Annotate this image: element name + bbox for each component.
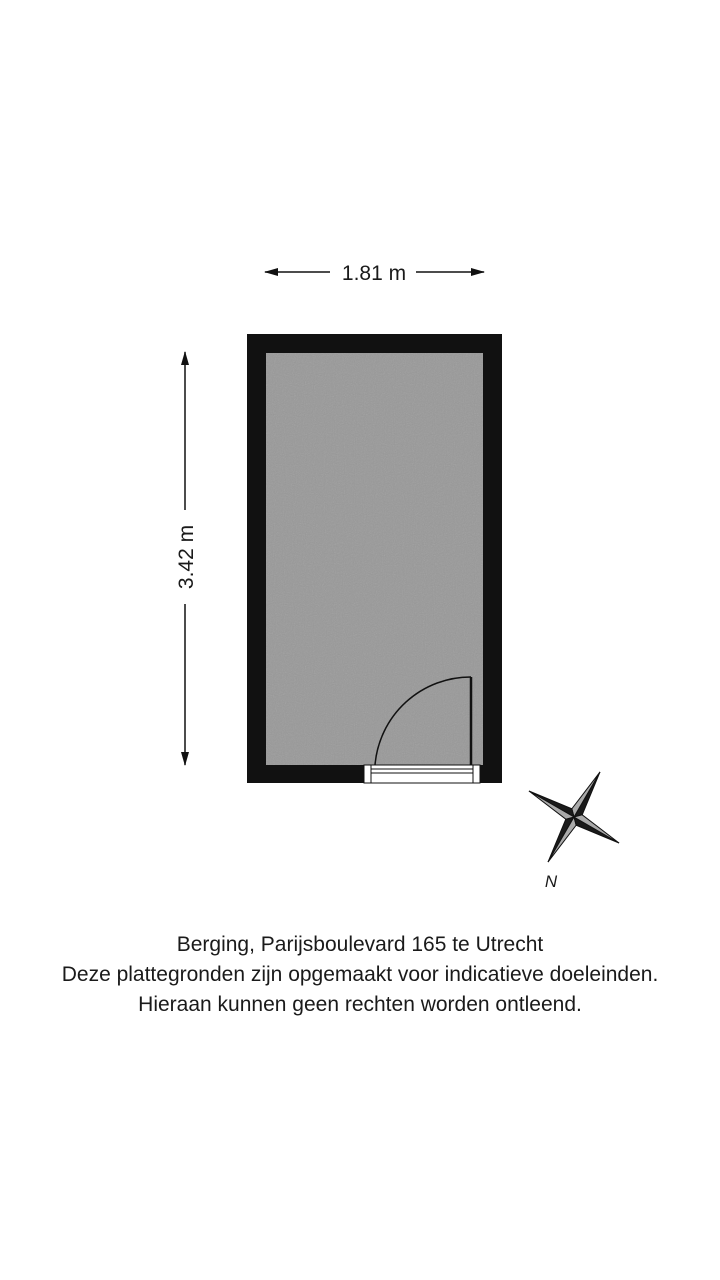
door-opening xyxy=(364,765,480,783)
compass-rose xyxy=(503,746,645,888)
width-label: 1.81 m xyxy=(341,262,407,285)
room-berging xyxy=(247,334,502,783)
caption-title: Berging, Parijsboulevard 165 te Utrecht xyxy=(176,933,544,956)
width-dimension xyxy=(265,262,484,285)
height-dimension xyxy=(175,352,198,765)
room-floor xyxy=(266,353,483,765)
caption-disclaimer-1: Deze plattegronden zijn opgemaakt voor indicatieve doeleinden. xyxy=(61,963,659,986)
north-label: N xyxy=(544,872,558,891)
floorplan-caption xyxy=(0,930,720,1020)
caption-disclaimer-2: Hieraan kunnen geen rechten worden ontleend. xyxy=(138,993,582,1016)
height-label: 3.42 m xyxy=(175,524,198,590)
